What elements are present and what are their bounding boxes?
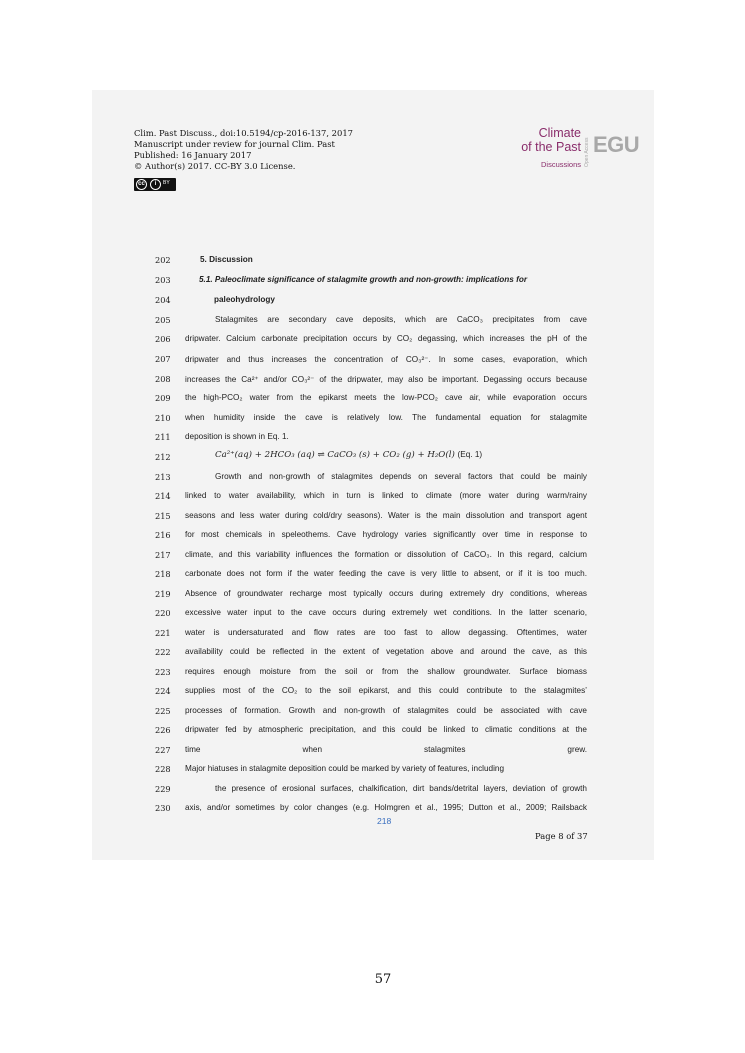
- line-number: 228: [155, 764, 171, 774]
- text-line: carbonate does not form if the water feeding the cave is very little to absent, or if it is too much.: [185, 569, 587, 578]
- line-number: 227: [155, 745, 171, 755]
- equation-line: [215, 450, 482, 460]
- cc-license-badge: [134, 178, 176, 191]
- line-number: 207: [155, 354, 171, 364]
- line-number: 215: [155, 511, 171, 521]
- line-number: 208: [155, 374, 171, 384]
- text-line: availability could be reflected in the extent of vegetation above and around the cave, as this: [185, 647, 587, 656]
- journal-logo: [505, 124, 645, 174]
- text-line: axis, and/or sometimes by color changes (e.g. Holmgren et al., 1995; Dutton et al., 2009; Railsback: [185, 803, 587, 812]
- text-line: Major hiatuses in stalagmite deposition could be marked by variety of features, including: [185, 764, 505, 773]
- text-line: the high-PCO₂ water from the epikarst meets the low-PCO₂ cave air, while evaporation occurs: [185, 393, 587, 402]
- line-number: 205: [155, 315, 171, 325]
- outer-page-number: 57: [374, 972, 392, 987]
- line-number: 217: [155, 550, 171, 560]
- line-number: 202: [155, 255, 171, 265]
- text-line: excessive water input to the cave occurs during extremely wet conditions. In the latter scenario,: [185, 608, 587, 617]
- text-line: seasons and less water during cold/dry seasons). Water is the main dissolution and transport agent: [185, 511, 587, 520]
- cc-icon: cc: [136, 179, 147, 190]
- line-number: 225: [155, 706, 171, 716]
- logo-title: [521, 126, 581, 154]
- equation-tag: (Eq. 1): [457, 450, 483, 459]
- line-number: 222: [155, 647, 171, 657]
- text-line: Growth and non-growth of stalagmites depends on several factors that could be mainly: [215, 472, 587, 481]
- text-line: increases the Ca²⁺ and/or CO₃²⁻ of the dripwater, may also be important. Degassing occurs because: [185, 375, 587, 384]
- text-line: Absence of groundwater recharge most typically occurs during extremely dry conditions, whereas: [185, 589, 587, 598]
- equation: Ca²⁺(aq) + 2HCO₃ (aq) ⇌ CaCO₃ (s) + CO₂ (g) + H₂O(l): [215, 450, 455, 460]
- text-line: the presence of erosional surfaces, chalkification, dirt bands/detrital layers, deviation of growth: [215, 784, 587, 793]
- line-number: 219: [155, 589, 171, 599]
- text-line: dripwater and thus increases the concentration of CO₃²⁻. In some cases, evaporation, which: [185, 355, 587, 364]
- journal-citation: Clim. Past Discuss., doi:10.5194/cp-2016-137, 2017: [134, 128, 353, 138]
- text-line: dripwater fed by atmospheric precipitation, and this could be linked to climatic conditions at the: [185, 725, 587, 734]
- review-status: Manuscript under review for journal Clim. Past: [134, 139, 335, 149]
- text-line: for most chemicals in speleothems. Cave hydrology varies significantly over time in response to: [185, 530, 587, 539]
- attribution-icon: i: [150, 179, 161, 190]
- line-number: 203: [155, 275, 171, 285]
- text-line: water is undersaturated and flow rates are too fast to allow degassing. Oftentimes, water: [185, 628, 587, 637]
- line-number: 218: [155, 569, 171, 579]
- line-number: 213: [155, 472, 171, 482]
- line-number: 230: [155, 803, 171, 813]
- text-line: linked to water availability, which in turn is linked to climate (more water during warm/rainy: [185, 491, 587, 500]
- page-of-label: Page 8 of 37: [535, 831, 588, 841]
- text-line: dripwater. Calcium carbonate precipitation occurs by CO₂ degassing, which increases the pH of the: [185, 334, 587, 343]
- inner-page-number: 218: [377, 816, 392, 826]
- by-label: BY: [163, 180, 170, 186]
- line-number: 224: [155, 686, 171, 696]
- line-number: 206: [155, 334, 171, 344]
- logo-title-line2: of the Past: [521, 140, 581, 154]
- subsection-heading: 5.1. Paleoclimate significance of stalagmite growth and non-growth: implications for: [199, 275, 528, 284]
- line-number: 204: [155, 295, 171, 305]
- copyright-line: © Author(s) 2017. CC-BY 3.0 License.: [134, 161, 296, 171]
- open-access-label: Open Access: [584, 137, 590, 167]
- line-number: 223: [155, 667, 171, 677]
- line-number: 229: [155, 784, 171, 794]
- logo-subtitle: Discussions: [540, 160, 581, 169]
- line-number: 214: [155, 491, 171, 501]
- text-line: supplies most of the CO₂ to the soil epikarst, and this could contribute to the stalagmites’: [185, 686, 587, 695]
- line-number: 210: [155, 413, 171, 423]
- publish-date: Published: 16 January 2017: [134, 150, 252, 160]
- section-heading: 5. Discussion: [200, 255, 253, 264]
- line-number: 226: [155, 725, 171, 735]
- text-line: requires enough moisture from the soil or from the shallow groundwater. Surface biomass: [185, 667, 587, 676]
- text-line: Stalagmites are secondary cave deposits, which are CaCO₃ precipitates from cave: [215, 315, 587, 324]
- line-number: 221: [155, 628, 171, 638]
- text-line: climate, and this variability influences the formation or dissolution of CaCO₃. In this regard, calcium: [185, 550, 587, 559]
- egu-logo: EGU: [593, 132, 640, 157]
- line-number: 211: [155, 432, 171, 442]
- text-line: deposition is shown in Eq. 1.: [185, 432, 289, 441]
- text-line: time when stalagmites grew.: [185, 745, 587, 754]
- line-number: 212: [155, 452, 171, 462]
- text-line: processes of formation. Growth and non-growth of stalagmites could be associated with cave: [185, 706, 587, 715]
- logo-title-line1: Climate: [538, 126, 581, 140]
- text-line: when humidity inside the cave is relatively low. The fundamental equation for stalagmite: [185, 413, 587, 422]
- line-number: 220: [155, 608, 171, 618]
- line-number: 216: [155, 530, 171, 540]
- line-number: 209: [155, 393, 171, 403]
- subsection-heading-cont: paleohydrology: [214, 295, 275, 304]
